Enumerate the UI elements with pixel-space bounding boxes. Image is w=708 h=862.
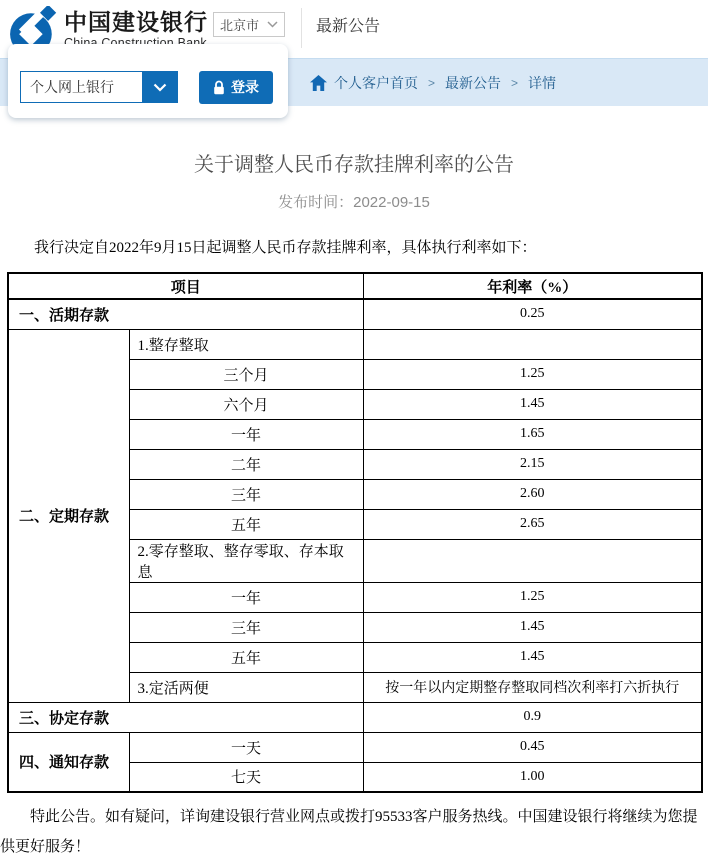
chevron-down-icon (267, 21, 278, 28)
cell-item: 三年 (129, 479, 363, 509)
home-icon[interactable] (310, 75, 327, 91)
header-divider (301, 8, 302, 48)
lock-icon (213, 80, 225, 95)
cell-rate: 2.65 (363, 509, 702, 539)
cell-category: 四、通知存款 (8, 732, 129, 792)
cell-item: 一天 (129, 732, 363, 762)
cell-rate: 0.9 (363, 702, 702, 732)
breadcrumb-announcements[interactable]: 最新公告 (445, 74, 502, 91)
login-card (8, 44, 288, 118)
chevron-down-icon (153, 83, 167, 92)
cell-rate (363, 539, 702, 582)
table-row (8, 702, 702, 732)
cell-rate (363, 329, 702, 359)
cell-item: 五年 (129, 509, 363, 539)
cell-rate: 1.45 (363, 642, 702, 672)
cell-rate: 1.25 (363, 359, 702, 389)
cell-rate: 1.00 (363, 762, 702, 792)
table-row (8, 732, 702, 762)
cell-rate: 按一年以内定期整存整取同档次利率打六折执行 (363, 672, 702, 702)
cell-rate: 1.45 (363, 389, 702, 419)
breadcrumb-current: 详情 (528, 74, 557, 91)
cell-item: 三年 (129, 612, 363, 642)
page-title: 最新公告 (316, 18, 381, 35)
publish-time: 发布时间：2022-09-15 (278, 194, 430, 211)
announcement-title: 关于调整人民币存款挂牌利率的公告 (194, 154, 514, 176)
cell-category: 二、定期存款 (8, 329, 129, 702)
cell-item: 六个月 (129, 389, 363, 419)
breadcrumb-separator: > (428, 75, 436, 90)
breadcrumb (310, 59, 556, 106)
bank-name-cn: 中国建设银行 (64, 9, 208, 35)
cell-rate: 1.45 (363, 612, 702, 642)
table-header-row (8, 273, 702, 299)
cell-item: 一年 (129, 582, 363, 612)
cell-category: 一、活期存款 (8, 299, 363, 329)
column-header-rate: 年利率（%） (363, 273, 702, 299)
channel-select-chevron-button[interactable] (142, 71, 178, 103)
rate-table (7, 272, 703, 793)
cell-item: 二年 (129, 449, 363, 479)
cell-rate: 1.65 (363, 419, 702, 449)
city-select[interactable] (213, 12, 285, 37)
cell-rate: 0.45 (363, 732, 702, 762)
cell-item: 3.定活两便 (129, 672, 363, 702)
cell-item: 七天 (129, 762, 363, 792)
login-button-label: 登录 (231, 79, 259, 95)
cell-item: 1.整存整取 (129, 329, 363, 359)
table-row (8, 299, 702, 329)
cell-rate: 0.25 (363, 299, 702, 329)
cell-item: 2.零存整取、整存零取、存本取息 (129, 539, 363, 582)
cell-item: 一年 (129, 419, 363, 449)
channel-select[interactable] (20, 71, 178, 103)
login-button[interactable] (199, 71, 273, 104)
breadcrumb-home[interactable]: 个人客户首页 (334, 74, 418, 91)
cell-rate: 2.15 (363, 449, 702, 479)
cell-category: 三、协定存款 (8, 702, 363, 732)
cell-item: 五年 (129, 642, 363, 672)
announcement-content (0, 148, 708, 862)
table-row (8, 329, 702, 359)
city-select-value: 北京市 (220, 18, 260, 33)
announcement-intro: 我行决定自2022年9月15日起调整人民币存款挂牌利率，具体执行利率如下： (34, 240, 537, 256)
cell-rate: 2.60 (363, 479, 702, 509)
breadcrumb-separator: > (511, 75, 519, 90)
cell-rate: 1.25 (363, 582, 702, 612)
announcement-footer: 特此公告。如有疑问，详询建设银行营业网点或拨打95533客户服务热线。中国建设银行将继续为您提供更好服务！ (0, 809, 698, 855)
column-header-item: 项目 (8, 273, 363, 299)
cell-item: 三个月 (129, 359, 363, 389)
channel-select-value: 个人网上银行 (20, 71, 142, 103)
